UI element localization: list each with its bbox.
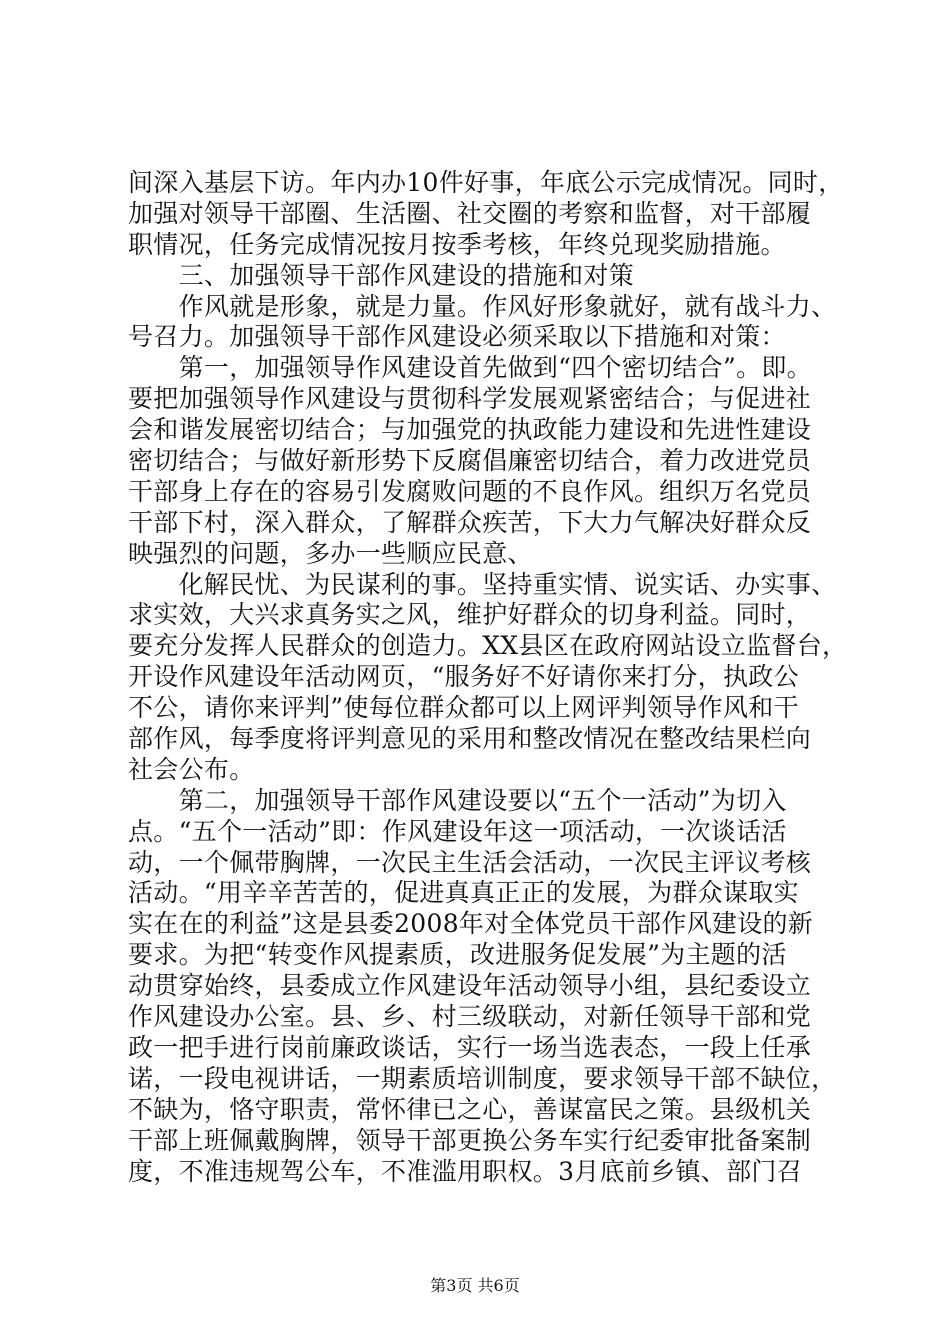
text-line: 间深入基层下访。年内办10件好事，年底公示完成情况。同时， — [128, 168, 844, 197]
section-heading: 三、加强领导干部作风建设的措施和对策 — [128, 260, 635, 290]
text-line: 密切结合；与做好新形势下反腐倡廉密切结合，着力改进党员 — [128, 446, 812, 476]
text-line: 作风就是形象，就是力量。作风好形象就好，就有战斗力、 — [128, 291, 837, 321]
text-line: 活动。“用辛辛苦苦的，促进真真正正的发展，为群众谋取实 — [128, 878, 799, 908]
text-line: 干部下村，深入群众，了解群众疾苦，下大力气解决好群众反 — [128, 507, 812, 537]
text-line: 政一把手进行岗前廉政谈话，实行一场当选表态，一段上任承 — [128, 1032, 812, 1062]
text-line: 职情况，任务完成情况按月按季考核，年终兑现奖励措施。 — [128, 229, 786, 259]
text-line: 映强烈的问题，多办一些顺应民意、 — [128, 538, 533, 568]
text-line: 不公，请你来评判”使每位群众都可以上网评判领导作风和干 — [128, 693, 799, 723]
text-line: 实在在的利益”这是县委2008年对全体党员干部作风建设的新 — [128, 909, 814, 939]
text-line: 诺，一段电视讲话，一期素质培训制度，要求领导干部不缺位， — [128, 1063, 837, 1093]
text-line: 求实效，大兴求真务实之风，维护好群众的切身利益。同时， — [128, 600, 812, 630]
text-line: 不缺为，恪守职责，常怀律已之心，善谋富民之策。县级机关 — [128, 1094, 812, 1124]
text-line: 号召力。加强领导干部作风建设必须采取以下措施和对策： — [128, 322, 786, 352]
text-line: 要求。为把“转变作风提素质，改进服务促发展”为主题的活 — [128, 940, 787, 970]
page-footer: 第3页 共6页 — [430, 1276, 520, 1295]
text-line: 点。“五个一活动”即：作风建设年这一项活动，一次谈话活 — [128, 816, 787, 846]
text-line: 要充分发挥人民群众的创造力。XX县区在政府网站设立监督台， — [128, 631, 848, 661]
text-line: 第二，加强领导干部作风建设要以“五个一活动”为切入 — [128, 785, 787, 815]
text-line: 动贯穿始终，县委成立作风建设年活动领导小组，县纪委设立 — [128, 971, 812, 1001]
text-line: 干部上班佩戴胸牌，领导干部更换公务车实行纪委审批备案制 — [128, 1125, 812, 1155]
body-text — [128, 168, 848, 1187]
text-line: 化解民忧、为民谋利的事。坚持重实情、说实话、办实事、 — [128, 569, 837, 599]
text-line: 动，一个佩带胸牌，一次民主生活会活动，一次民主评议考核 — [128, 847, 812, 877]
text-line: 作风建设办公室。县、乡、村三级联动，对新任领导干部和党 — [128, 1002, 812, 1032]
text-line: 干部身上存在的容易引发腐败问题的不良作风。组织万名党员 — [128, 476, 812, 506]
text-line: 开设作风建设年活动网页，“服务好不好请你来打分，执政公 — [128, 662, 799, 692]
text-line: 社会公布。 — [128, 754, 255, 784]
text-line: 加强对领导干部圈、生活圈、社交圈的考察和监督，对干部履 — [128, 198, 812, 228]
text-line: 会和谐发展密切结合；与加强党的执政能力建设和先进性建设 — [128, 415, 812, 445]
text-line: 第一，加强领导作风建设首先做到“四个密切结合”。即。 — [128, 353, 812, 383]
text-line: 要把加强领导作风建设与贯彻科学发展观紧密结合；与促进社 — [128, 384, 812, 414]
text-line: 部作风，每季度将评判意见的采用和整改情况在整改结果栏向 — [128, 724, 812, 754]
text-line: 度，不准违规驾公车，不准滥用职权。3月底前乡镇、部门召 — [128, 1156, 803, 1186]
